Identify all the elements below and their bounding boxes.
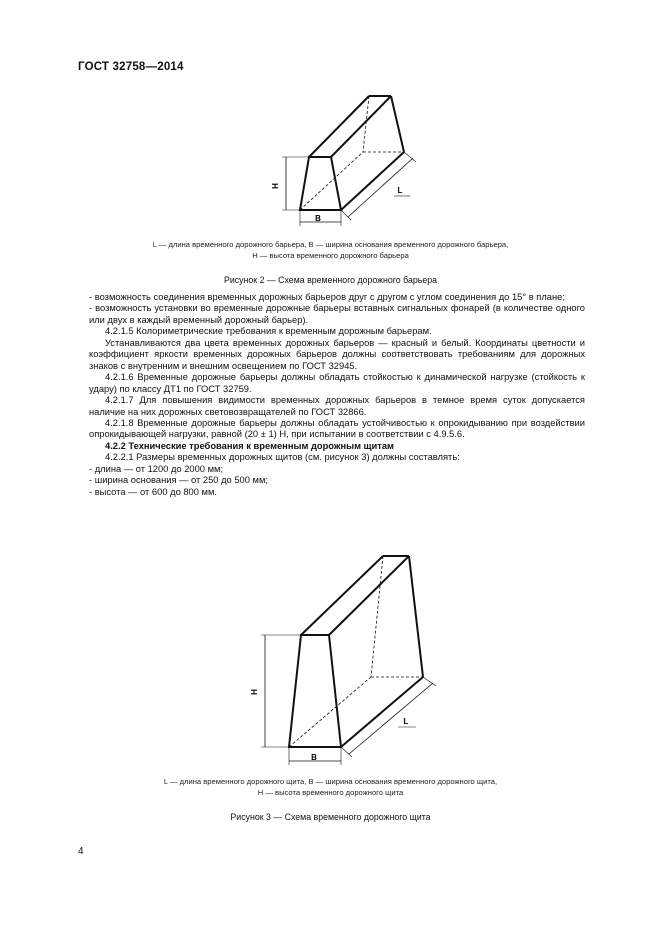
figure2-legend-line1: L — длина временного дорожного барьера, B — ширина основания временного дорожного барьера,: [152, 240, 509, 249]
figure2-legend-line2: H — высота временного дорожного барьера: [252, 251, 409, 260]
barrier-label-h: H: [271, 183, 280, 189]
paragraph: - возможность установки во временные дорожные барьеры вставных сигнальных фонарей (в количестве одного или двух в каждый временный дорожный барьер).: [89, 303, 585, 325]
barrier-label-l: L: [397, 186, 403, 195]
shield-front-face: [289, 635, 341, 747]
barrier-label-b: B: [315, 214, 321, 223]
paragraph: 4.2.1.8 Временные дорожные барьеры должны обладать устойчивостью к опрокидыванию при воздействии опрокидывающей нагрузки, равной (20 ± 1) Н, при испытании в соответствии с 4.9.5.6.: [89, 417, 585, 440]
barrier-bottom-right-edge: [341, 152, 404, 210]
shield-bottom-right-edge: [341, 677, 423, 747]
paragraph: - возможность соединения временных дорожных барьеров друг с другом с углом соединения до 15° в плане;: [89, 292, 565, 302]
paragraph: Устанавливаются два цвета временных дорожных барьеров — красный и белый. Координаты цветности и коэффициент яркости временных дорожных барьеров должны соответствовать требованиям для дорожных знаков с внутренним и внешним освещением по ГОСТ 32945.: [89, 337, 585, 371]
barrier-front-face: [300, 157, 341, 210]
figure3-legend-line2: H — высота временного дорожного щита: [257, 788, 404, 797]
paragraph: 4.2.2.1 Размеры временных дорожных щитов (см. рисунок 3) должны составлять:: [105, 452, 460, 463]
shield-diagram: [250, 550, 445, 770]
figure3-caption: Рисунок 3 — Схема временного дорожного щита: [230, 812, 431, 822]
page-number: 4: [78, 846, 84, 857]
shield-label-h: H: [250, 689, 259, 695]
barrier-diagram: [262, 86, 422, 236]
list-item: - ширина основания — от 250 до 500 мм;: [89, 475, 268, 486]
body-text: [89, 292, 585, 498]
section-heading: 4.2.2 Технические требования к временным дорожным щитам: [105, 440, 394, 451]
shield-label-l: L: [403, 717, 409, 726]
barrier-right-back-edge: [391, 96, 404, 152]
document-header: ГОСТ 32758—2014: [78, 61, 184, 73]
shield-right-back-edge: [409, 556, 423, 677]
paragraph: 4.2.1.7 Для повышения видимости временных дорожных барьеров в темное время суток допускается наличие на них дорожных световозвращателей по ГОСТ 32866.: [89, 395, 585, 417]
figure2-caption: Рисунок 2 — Схема временного дорожного барьера: [223, 275, 438, 285]
paragraph: 4.2.1.6 Временные дорожные барьеры должны обладать стойкостью к динамической нагрузке (стойкость к удару) по классу ДТ1 по ГОСТ 32759.: [89, 372, 585, 394]
list-item: - высота — от 600 до 800 мм.: [89, 486, 217, 497]
list-item: - длина — от 1200 до 2000 мм;: [89, 463, 224, 474]
shield-label-b: B: [311, 753, 317, 762]
paragraph: 4.2.1.5 Колориметрические требования к временным дорожным барьерам.: [105, 326, 432, 337]
figure3-legend-line1: L — длина временного дорожного щита, B — ширина основания временного дорожного щита,: [163, 777, 498, 786]
